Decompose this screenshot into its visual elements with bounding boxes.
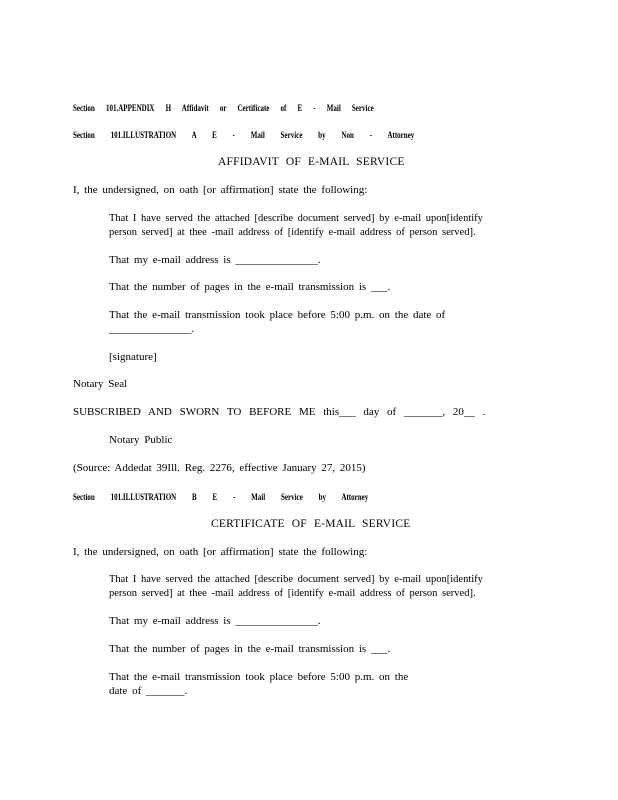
affidavit-served-line-1: That I have served the attached [describe document served] by e-mail upon[identify — [109, 213, 483, 224]
certificate-served-line-1: That I have served the attached [describe document served] by e-mail upon[identify — [109, 574, 483, 585]
illustration-a-heading: Section 101.ILLUSTRATION A E - Mail Service by Non - Attorney — [73, 130, 415, 140]
certificate-intro: I, the undersigned, on oath [or affirmation] state the following: — [73, 546, 368, 558]
affidavit-pages: That the number of pages in the e-mail transmission is ___. — [109, 281, 391, 293]
affidavit-email-address: That my e-mail address is _______________. — [109, 254, 321, 266]
certificate-title: CERTIFICATE OF E-MAIL SERVICE — [211, 518, 411, 530]
illustration-b-heading: Section 101.ILLUSTRATION B E - Mail Service by Attorney — [73, 492, 369, 502]
affidavit-served-line-2: person served] at thee -mail address of [identify e-mail address of person served]. — [109, 227, 476, 238]
certificate-pages: That the number of pages in the e-mail transmission is ___. — [109, 643, 391, 655]
affidavit-title: AFFIDAVIT OF E-MAIL SERVICE — [218, 156, 405, 168]
affidavit-transmission-line-2: _______________. — [109, 323, 195, 335]
notary-public: Notary Public — [109, 434, 173, 446]
subscribed-sworn-line: SUBSCRIBED AND SWORN TO BEFORE ME this___ day of _______, 20__ . — [73, 406, 486, 418]
certificate-transmission-line-1: That the e-mail transmission took place before 5:00 p.m. on the — [109, 671, 409, 683]
signature-line: [signature] — [109, 351, 157, 363]
affidavit-intro: I, the undersigned, on oath [or affirmation] state the following: — [73, 184, 368, 196]
certificate-email-address: That my e-mail address is _______________. — [109, 615, 321, 627]
notary-seal: Notary Seal — [73, 378, 128, 390]
appendix-heading: Section 101.APPENDIX H Affidavit or Certificate of E - Mail Service — [73, 103, 374, 113]
certificate-transmission-line-2: date of _______. — [109, 685, 188, 697]
certificate-served-line-2: person served] at thee -mail address of [identify e-mail address of person served]. — [109, 588, 476, 599]
source-note: (Source: Addedat 39Ill. Reg. 2276, effective January 27, 2015) — [73, 462, 366, 474]
affidavit-transmission-line-1: That the e-mail transmission took place before 5:00 p.m. on the date of — [109, 309, 446, 321]
